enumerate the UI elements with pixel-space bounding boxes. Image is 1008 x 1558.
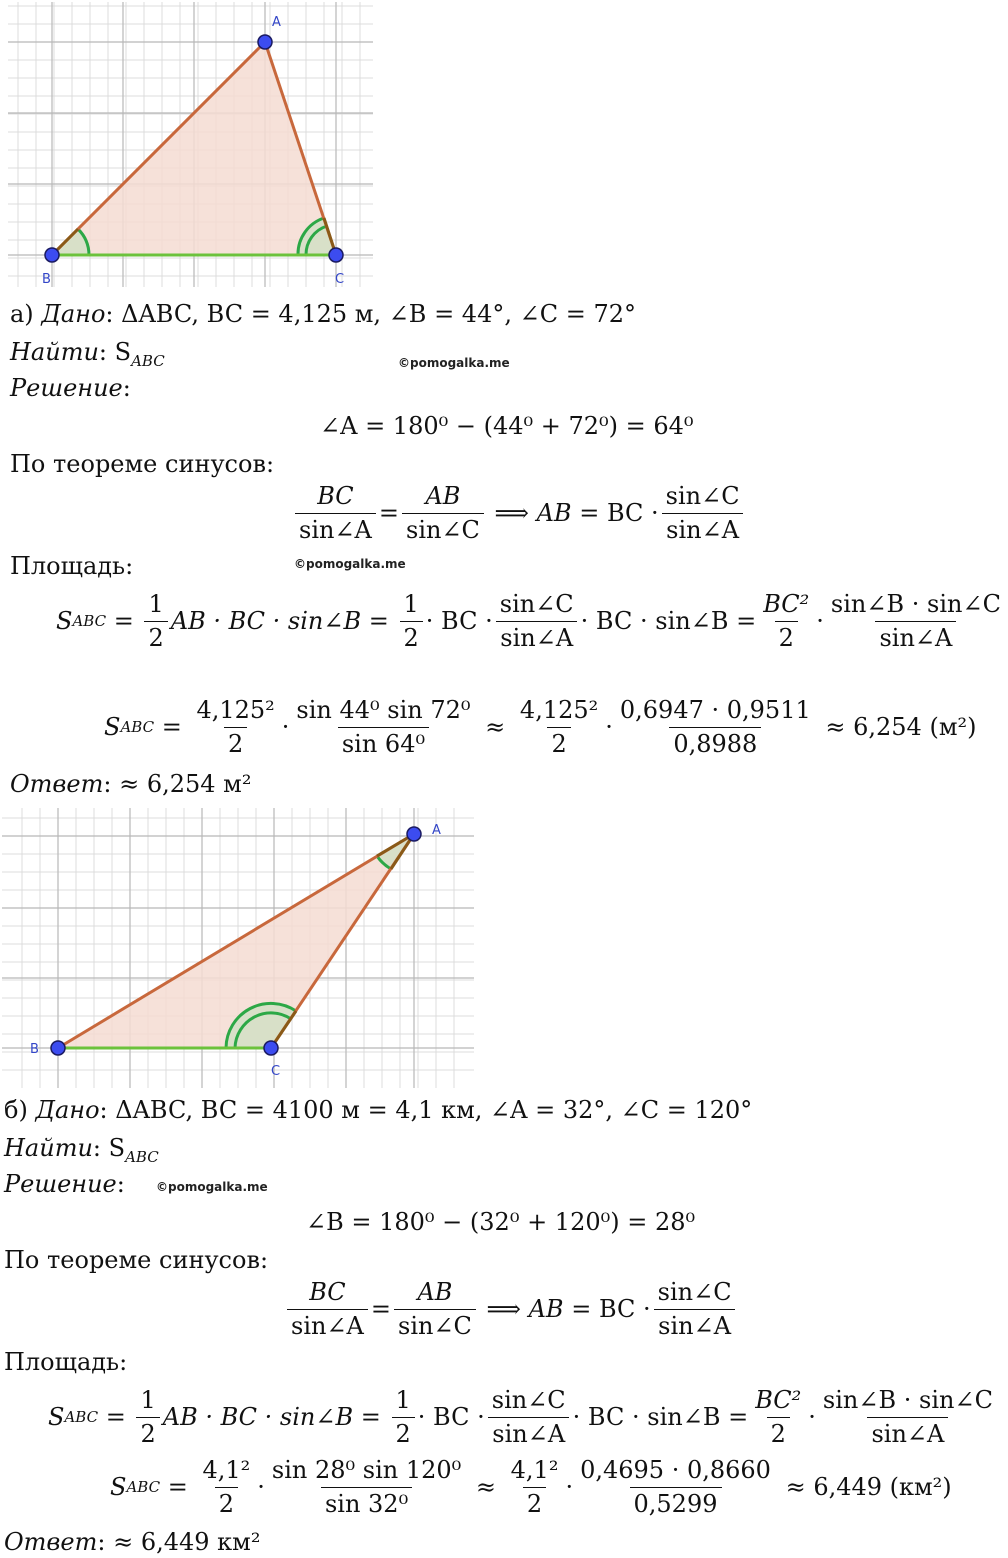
label-c: C: [271, 1064, 281, 1079]
solution-line-b: Решение:: [4, 1170, 125, 1198]
area-calc-a: S ABC = $\frac{\text{4,125²}}{2}$ · $\frac{\text{sin 44⁰ sin 72⁰}}{\text{sin 64⁰}}$ ≈ $\frac{\text{4,125²}}{2}$ · $\frac{0,6947 \cdot 0,9511}{0,8988}$ ≈ 6,254 (м²): [104, 696, 977, 758]
label-a: A: [432, 823, 441, 838]
label-c: C: [335, 272, 345, 287]
triangle-figure-b: [2, 808, 476, 1092]
answer-line-b: Ответ: ≈ 6,449 км²: [4, 1528, 261, 1556]
triangle-figure-a: [8, 2, 376, 292]
area-formula-b: S ABC = $\frac{1}{2}$ AB · BC · sin∠B = $\frac{1}{2}$ · BC · $\frac{\sin\angle C}{\sin\angle A}$ · BC · sin∠B = $\frac{\text{BC²}}{2}$ · $\frac{\sin\angle B \cdot \sin\angle C}{\sin\angle A}$: [48, 1386, 993, 1448]
given-line-b: б) Дано: ΔABC, BC = 4100 м = 4,1 км, ∠A = 32°, ∠C = 120°: [4, 1096, 753, 1124]
sine-theorem-formula-a: $\frac{BC}{\sin\angle A}$ = $\frac{AB}{\sin\angle C}$ ⟹ AB = BC · $\frac{\sin\angle C}{\sin\angle A}$: [292, 482, 747, 544]
watermark: ©pomogalka.me: [398, 356, 510, 370]
label-b: B: [42, 272, 51, 287]
find-line-a: Найти: $S_{ABC}$: [10, 338, 165, 370]
area-label-a: Площадь:: [10, 552, 134, 580]
point-a: [407, 827, 421, 841]
solution-line-a: Решение:: [10, 374, 131, 402]
sine-theorem-formula-b: $\frac{BC}{\sin\angle A}$ = $\frac{AB}{\sin\angle C}$ ⟹ AB = BC · $\frac{\sin\angle C}{\sin\angle A}$: [284, 1278, 739, 1340]
sine-theorem-label-a: По теореме синусов:: [10, 450, 275, 478]
answer-line-a: Ответ: ≈ 6,254 м²: [10, 770, 252, 798]
angle-equation-a: ∠A = 180⁰ − (44⁰ + 72⁰) = 64⁰: [320, 412, 694, 440]
given-line-a: а) Дано: ΔABC, BC = 4,125 м, ∠B = 44°, ∠C = 72°: [10, 300, 636, 328]
watermark: ©pomogalka.me: [156, 1180, 268, 1194]
watermark: ©pomogalka.me: [294, 557, 406, 571]
point-c: [264, 1041, 278, 1055]
point-b: [45, 248, 59, 262]
label-a: A: [272, 15, 281, 30]
point-c: [329, 248, 343, 262]
point-b: [51, 1041, 65, 1055]
area-calc-b: S ABC = $\frac{\text{4,1²}}{2}$ · $\frac{\text{sin 28⁰ sin 120⁰}}{\text{sin 32⁰}}$ ≈ $\frac{\text{4,1²}}{2}$ · $\frac{0,4695 \cdot 0,8660}{0,5299}$ ≈ 6,449 (км²): [110, 1456, 952, 1518]
point-a: [258, 35, 272, 49]
label-b: B: [30, 1042, 39, 1057]
angle-equation-b: ∠B = 180⁰ − (32⁰ + 120⁰) = 28⁰: [306, 1208, 696, 1236]
find-line-b: Найти: $S_{ABC}$: [4, 1134, 159, 1166]
area-formula-a: S ABC = $\frac{1}{2}$ AB · BC · sin∠B = $\frac{1}{2}$ · BC · $\frac{\sin\angle C}{\sin\angle A}$ · BC · sin∠B = $\frac{\text{BC²}}{2}$ · $\frac{\sin\angle B \cdot \sin\angle C}{\sin\angle A}$: [56, 590, 1001, 652]
sine-theorem-label-b: По теореме синусов:: [4, 1246, 269, 1274]
area-label-b: Площадь:: [4, 1348, 128, 1376]
